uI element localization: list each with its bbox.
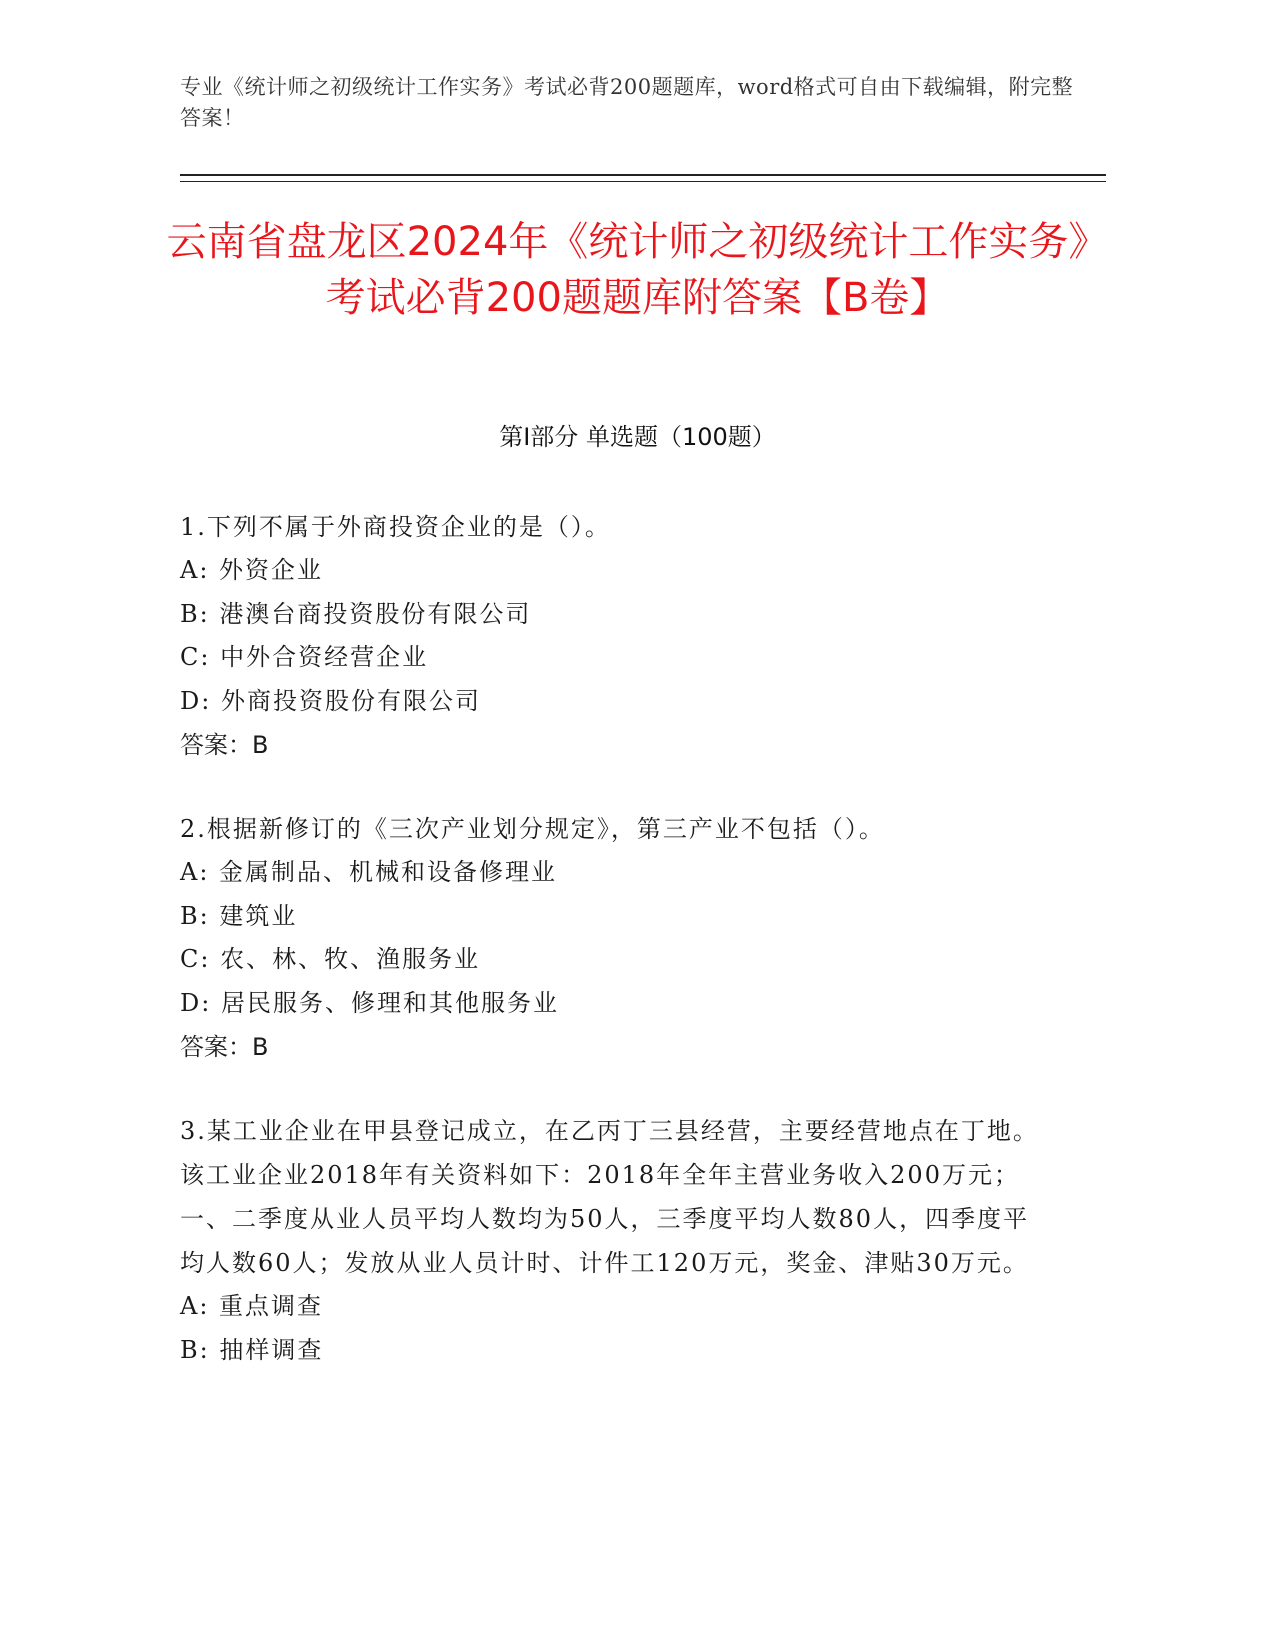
question-1 [180, 505, 1040, 767]
question-stem: 1.下列不属于外商投资企业的是（）。 [180, 513, 611, 541]
question-2 [180, 807, 1040, 1069]
answer: 答案：B [180, 731, 269, 759]
option-d: D: 居民服务、修理和其他服务业 [180, 988, 559, 1017]
question-stem: 3.某工业企业在甲县登记成立，在乙丙丁三县经营，主要经营地点在丁地。该工业企业2018年有关资料如下：2018年全年主营业务收入200万元；一、二季度从业人员平均人数均为50人，三季度平均人数80人，四季度平均人数60人；发放从业人员计时、计件工120万元，奖金、津贴30万元。 [180, 1117, 1039, 1277]
option-b: B: 港澳台商投资股份有限公司 [180, 599, 532, 628]
question-3 [180, 1109, 1040, 1372]
section-title: 第I部分 单选题（100题） [499, 423, 776, 451]
option-a: A: 金属制品、机械和设备修理业 [180, 858, 558, 886]
option-b: B: 抽样调查 [180, 1335, 324, 1364]
question-stem: 2.根据新修订的《三次产业划分规定》，第三产业不包括（）。 [180, 815, 885, 843]
answer: 答案：B [180, 1033, 269, 1061]
option-d: D: 外商投资股份有限公司 [180, 686, 481, 715]
header-divider [180, 174, 1106, 182]
option-c: C: 农、林、牧、渔服务业 [180, 945, 481, 973]
document-title: 云南省盘龙区2024年《统计师之初级统计工作实务》考试必背200题题库附答案【B卷】 [166, 219, 1109, 321]
option-b: B: 建筑业 [180, 901, 298, 930]
option-a: A: 重点调查 [180, 1292, 324, 1320]
question-list [180, 505, 1040, 1412]
option-a: A: 外资企业 [180, 556, 324, 584]
option-c: C: 中外合资经营企业 [180, 643, 429, 671]
header-note: 专业《统计师之初级统计工作实务》考试必背200题题库，word格式可自由下载编辑，附完整答案！ [180, 75, 1074, 130]
